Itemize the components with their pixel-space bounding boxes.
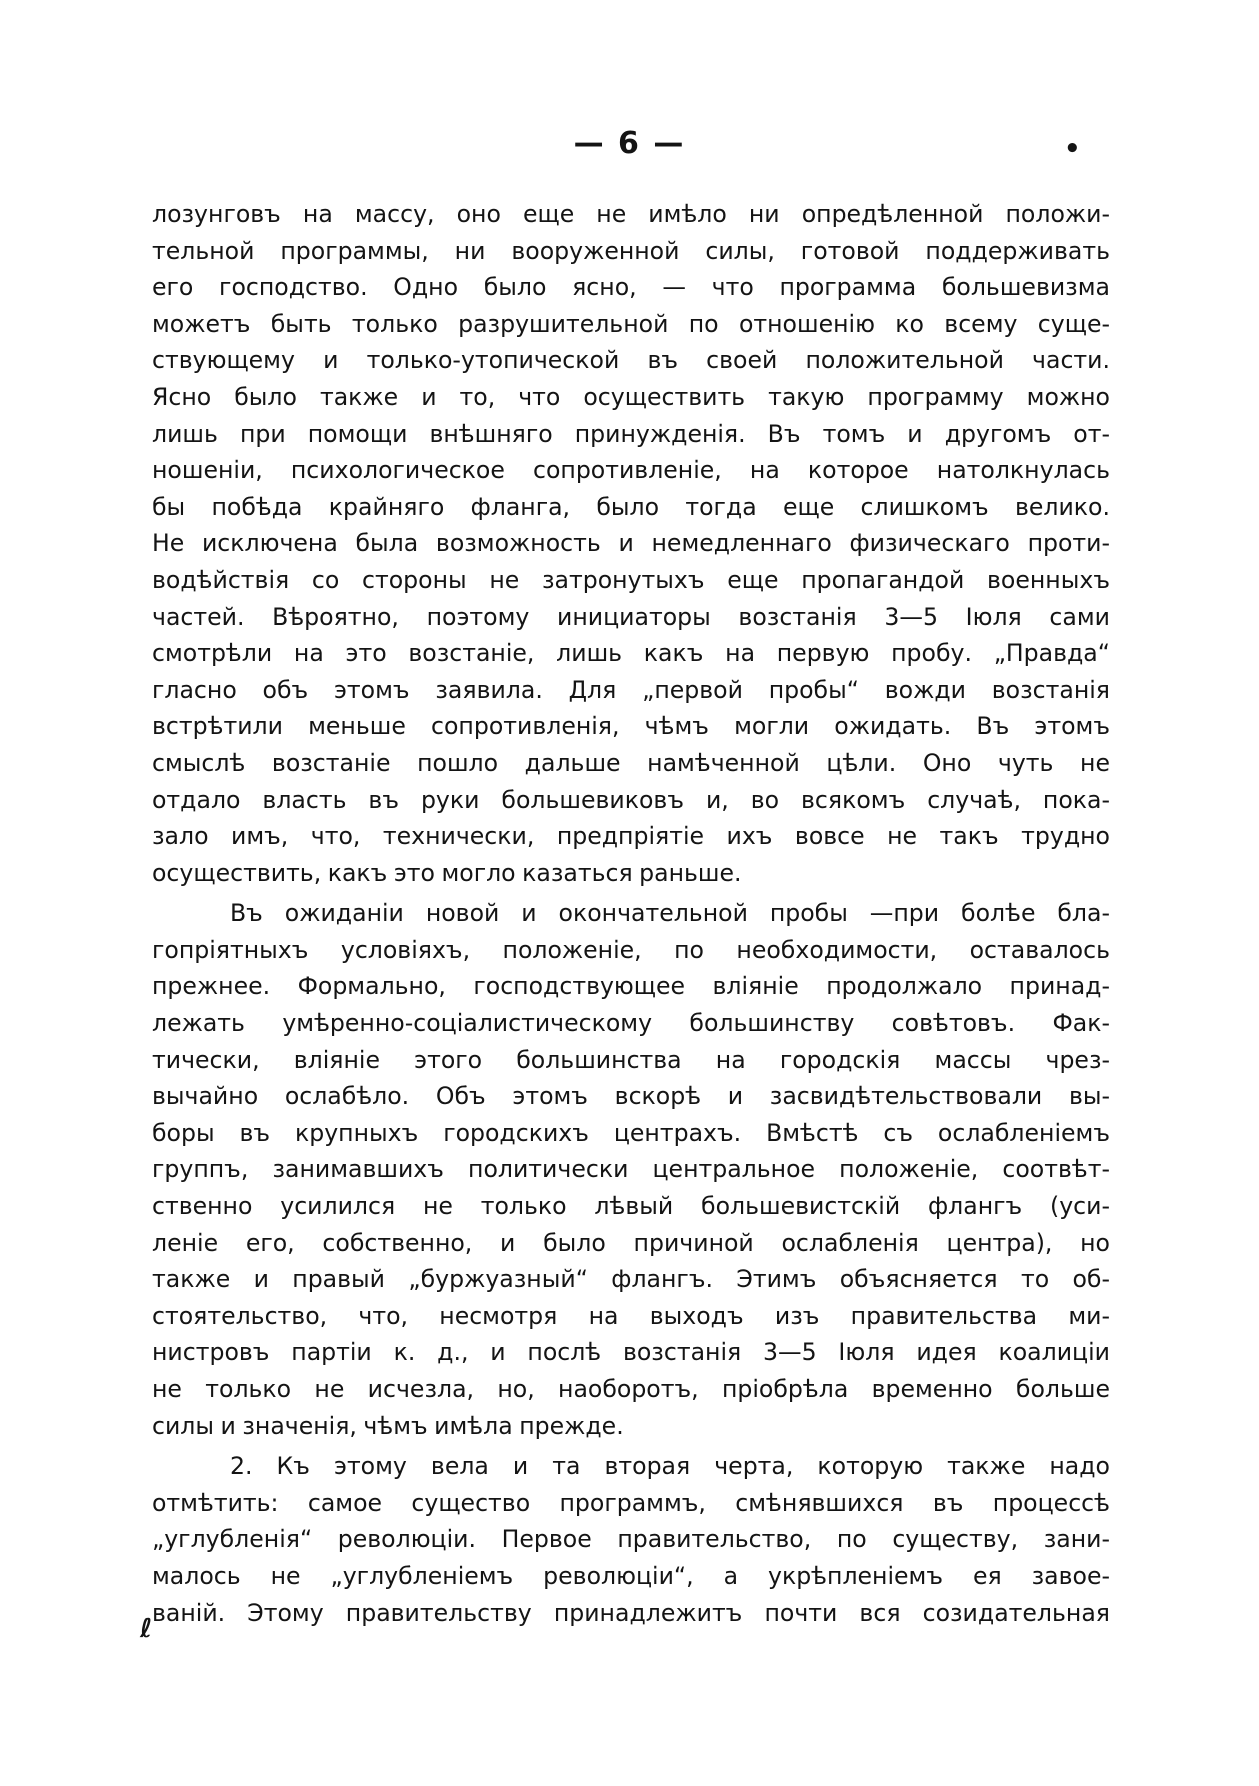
text-line: осуществить, какъ это могло казаться раньше. [152,858,742,887]
text-line: леніе его, собственно, и было причиной ослабленія центра), но [152,1228,1110,1257]
text-line: лозунговъ на массу, оно еще не имѣло ни опредѣленной положи- [152,200,1110,228]
text-line: зало имъ, что, технически, предпріятіе ихъ вовсе не такъ трудно [152,822,1110,851]
text-line: ствующему и только-утопической въ своей положительной части. [152,346,1110,375]
text-line: гласно объ этомъ заявила. Для „первой пробы“ вожди возстанія [152,675,1110,704]
text-line: отмѣтить: самое существо программъ, смѣнявшихся въ процессѣ [152,1488,1110,1517]
text-line: не только не исчезла, но, наоборотъ, пріобрѣла временно больше [152,1375,1110,1403]
paragraph-2 [152,895,1110,1444]
text-line: встрѣтили меньше сопротивленія, чѣмъ могли ожидать. Въ этомъ [152,712,1110,741]
page-number: — 6 — [573,126,686,161]
text-line: прежнее. Формально, господствующее вліяніе продолжало принад- [152,972,1110,1001]
text-line: лишь при помощи внѣшняго принужденія. Въ томъ и другомъ от- [152,419,1110,448]
text-line: лежать умѣренно-соціалистическому большинству совѣтовъ. Фак- [152,1009,1110,1038]
text-line: группъ, занимавшихъ политически центральное положеніе, соотвѣт- [152,1155,1110,1184]
text-line: Въ ожиданіи новой и окончательной пробы —при болѣе бла- [230,899,1110,928]
text-line: Не исключена была возможность и немедленнаго физическаго проти- [152,529,1110,558]
text-line: гопріятныхъ условіяхъ, положеніе, по необходимости, оставалось [152,935,1110,964]
text-line: силы и значенія, чѣмъ имѣла прежде. [152,1411,624,1440]
corner-dot-mark: • [1064,134,1081,164]
body-text [152,196,1110,1631]
text-line: бы побѣда крайняго фланга, было тогда еще слишкомъ велико. [152,492,1110,521]
text-line: „углубленія“ революціи. Первое правительство, по существу, зани- [152,1525,1110,1554]
text-line: можетъ быть только разрушительной по отношенію ко всему суще- [152,309,1110,338]
text-line: вычайно ослабѣло. Объ этомъ вскорѣ и засвидѣтельствовали вы- [152,1082,1110,1111]
text-line: боры въ крупныхъ городскихъ центрахъ. Вмѣстѣ съ ослабленіемъ [152,1118,1110,1147]
text-line: его господство. Одно было ясно, — что программа большевизма [152,273,1110,302]
text-line: смыслѣ возстаніе пошло дальше намѣченной цѣли. Оно чуть не [152,748,1110,777]
text-line: ваній. Этому правительству принадлежитъ почти вся созидательная [152,1598,1110,1627]
paragraph-1 [152,196,1110,891]
text-line: смотрѣли на это возстаніе, лишь какъ на первую пробу. „Правда“ [152,639,1110,668]
text-line: ственно усилился не только лѣвый большевистскій флангъ (уси- [152,1192,1110,1221]
text-line: тельной программы, ни вооруженной силы, готовой поддерживать [152,236,1110,265]
text-line: стоятельство, что, несмотря на выходъ изъ правительства ми- [152,1301,1110,1330]
text-line: малось не „углубленіемъ революціи“, а укрѣпленіемъ ея завое- [152,1561,1110,1590]
paragraph-3 [152,1448,1110,1631]
text-line: отдало власть въ руки большевиковъ и, во всякомъ случаѣ, пока- [152,785,1110,814]
text-line: ношеніи, психологическое сопротивленіе, на которое натолкнулась [152,456,1110,485]
text-line: водѣйствія со стороны не затронутыхъ еще пропагандой военныхъ [152,565,1110,594]
text-line: также и правый „буржуазный“ флангъ. Этимъ объясняется то об- [152,1265,1110,1294]
text-line: частей. Вѣроятно, поэтому инициаторы возстанія 3—5 Іюля сами [152,602,1110,631]
text-line: тически, вліяніе этого большинства на городскія массы чрез- [152,1045,1110,1074]
margin-ink-mark: ℓ [140,1614,153,1644]
text-line: Ясно было также и то, что осуществить такую программу можно [152,382,1110,411]
text-line: 2. Къ этому вела и та вторая черта, которую также надо [230,1452,1110,1481]
text-line: нистровъ партіи к. д., и послѣ возстанія 3—5 Іюля идея коалиціи [152,1338,1110,1367]
